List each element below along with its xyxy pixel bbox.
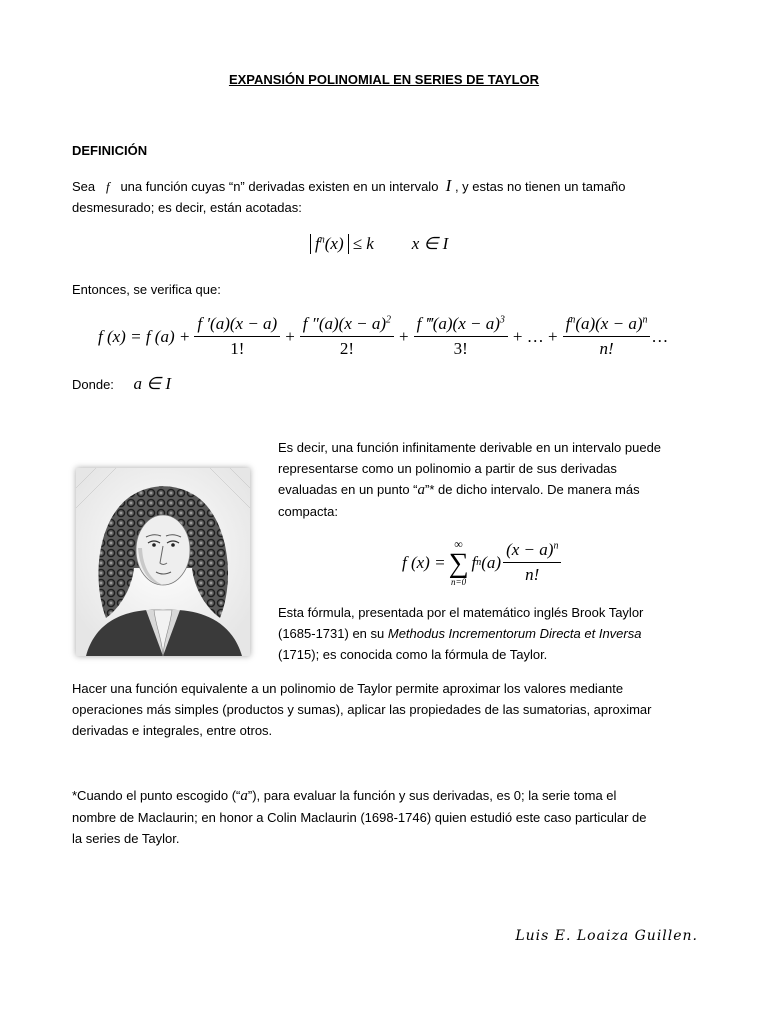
formula-note	[278, 602, 643, 665]
formula-note-line-2	[278, 623, 643, 644]
formula-note-book-title: Methodus Incrementorum Directa et Inversa	[387, 626, 642, 641]
paragraph-2-line-3: derivadas e integrales, entre otros.	[72, 723, 273, 738]
right-paragraph	[278, 437, 661, 522]
portrait-image	[76, 468, 250, 656]
taylor-term-3	[414, 314, 508, 359]
bound-lhs: f	[315, 234, 320, 253]
paragraph-2	[72, 678, 651, 741]
entonces-text: Entonces, se verifica que:	[72, 282, 221, 297]
donde-line	[72, 373, 171, 395]
footnote-line-1	[72, 785, 647, 807]
paragraph-2-line-2: operaciones más simples (productos y sumas), aplicar las propiedades de las sumatorias, aproximar	[72, 702, 652, 717]
taylor-term-1-den: 1!	[230, 339, 245, 358]
taylor-formula: f (x) = f (a) + $\frac{f '(a)(x - a)}{1!}$ + $\frac{f ''(a)(x - a)^2}{2!}$ + $\frac{f ‴(a)(x - a)^3}{3!}$ + … + $\frac{f^n(a)(x - a)^n}{n!}$ …	[98, 314, 668, 358]
footnote-line-2: nombre de Maclaurin; en honor a Colin Maclaurin (1698-1746) quien estudió este caso particular de	[72, 810, 647, 825]
bound-rel: ≤ k	[352, 234, 374, 253]
taylor-dots: + … +	[512, 326, 558, 346]
brook-taylor-portrait	[76, 468, 250, 656]
taylor-term-n-f: f	[565, 314, 571, 333]
right-paragraph-line-4: compacta:	[278, 504, 338, 519]
bound-arg: (x)	[324, 234, 344, 253]
taylor-term-1	[194, 314, 280, 359]
taylor-lhs: f (x) = f (a) +	[98, 326, 191, 346]
paragraph-2-line-1: Hacer una función equivalente a un polinomio de Taylor permite aproximar los valores mediante	[72, 681, 624, 696]
intro-line-1	[72, 175, 626, 197]
compact-fraction	[503, 540, 561, 585]
compact-lhs: f (x) =	[402, 552, 446, 572]
taylor-term-2	[300, 314, 394, 359]
intro-part1: Sea	[72, 179, 96, 194]
compact-num: (x − a)	[506, 540, 554, 559]
donde-label: Donde:	[72, 377, 114, 392]
compact-sum-top: ∞	[454, 537, 463, 551]
right-paragraph-a: a	[417, 482, 425, 498]
taylor-term-2-num: f ″(a)(x − a)	[302, 314, 387, 333]
taylor-term-n-exp: n	[642, 314, 648, 326]
taylor-term-n-rest: (a)(x − a)	[575, 314, 643, 333]
f-symbol: f	[105, 179, 110, 194]
right-paragraph-line-3a: evaluadas en un punto “	[278, 482, 418, 497]
taylor-term-n	[563, 314, 651, 359]
right-paragraph-line-1: Es decir, una función infinitamente derivable en un intervalo puede	[278, 440, 662, 455]
compact-sum-symbol: ∑	[448, 548, 469, 579]
taylor-tail: …	[652, 326, 668, 346]
intro-part3: , y estas no tienen un tamaño	[454, 179, 626, 194]
bound-abs	[310, 234, 349, 254]
footnote-line-1a: *Cuando el punto escogido (“	[72, 788, 241, 803]
taylor-term-1-num: f ′(a)(x − a)	[194, 314, 280, 337]
taylor-term-2-den: 2!	[339, 339, 354, 358]
formula-note-line-1: Esta fórmula, presentada por el matemático inglés Brook Taylor	[278, 605, 644, 620]
compact-term-arg: (a)	[481, 552, 502, 572]
formula-note-line-2a: (1685-1731) en su	[278, 626, 388, 641]
compact-sum-bottom: n=0	[451, 577, 467, 587]
compact-term-f: f	[471, 552, 477, 572]
footnote-a: a	[240, 788, 248, 804]
taylor-term-n-sup: n	[570, 314, 576, 326]
right-paragraph-line-2: representarse como un polinomio a partir de sus derivadas	[278, 461, 617, 476]
taylor-term-2-exp: 2	[386, 314, 392, 326]
donde-expr: a ∈ I	[133, 374, 172, 393]
intro-part2: una función cuyas “n” derivadas existen en un intervalo	[120, 179, 439, 194]
intro-line-2: desmesurado; es decir, están acotadas:	[72, 200, 302, 215]
bound-sup: n	[319, 234, 325, 246]
formula-note-line-3: (1715); es conocida como la fórmula de Taylor.	[278, 647, 548, 662]
footnote	[72, 785, 647, 849]
taylor-term-3-num: f ‴(a)(x − a)	[416, 314, 500, 333]
definition-heading: DEFINICIÓN	[72, 143, 148, 158]
taylor-term-n-den: n!	[599, 339, 614, 358]
signature: Luis E. Loaiza Guillen.	[515, 928, 698, 944]
interval-symbol: I	[445, 176, 452, 195]
bound-formula	[310, 234, 448, 254]
compact-num-exp: n	[553, 540, 559, 552]
right-paragraph-line-3	[278, 479, 661, 501]
bound-cond: x ∈ I	[411, 234, 449, 253]
footnote-line-3: la series de Taylor.	[72, 831, 180, 846]
right-paragraph-line-3b: ”* de dicho intervalo. De manera más	[425, 482, 640, 497]
page-title: EXPANSIÓN POLINOMIAL EN SERIES DE TAYLOR	[228, 72, 540, 87]
compact-den: n!	[525, 565, 540, 584]
footnote-line-1b: ”), para evaluar la función y sus derivadas, es 0; la serie toma el	[247, 788, 617, 803]
taylor-term-3-den: 3!	[453, 339, 468, 358]
taylor-term-3-exp: 3	[499, 314, 505, 326]
compact-formula: f (x) = ∞ ∑ n=0 f n (a) $\frac{(x - a)^n}{n!}$	[402, 538, 561, 587]
compact-sum	[449, 538, 469, 587]
